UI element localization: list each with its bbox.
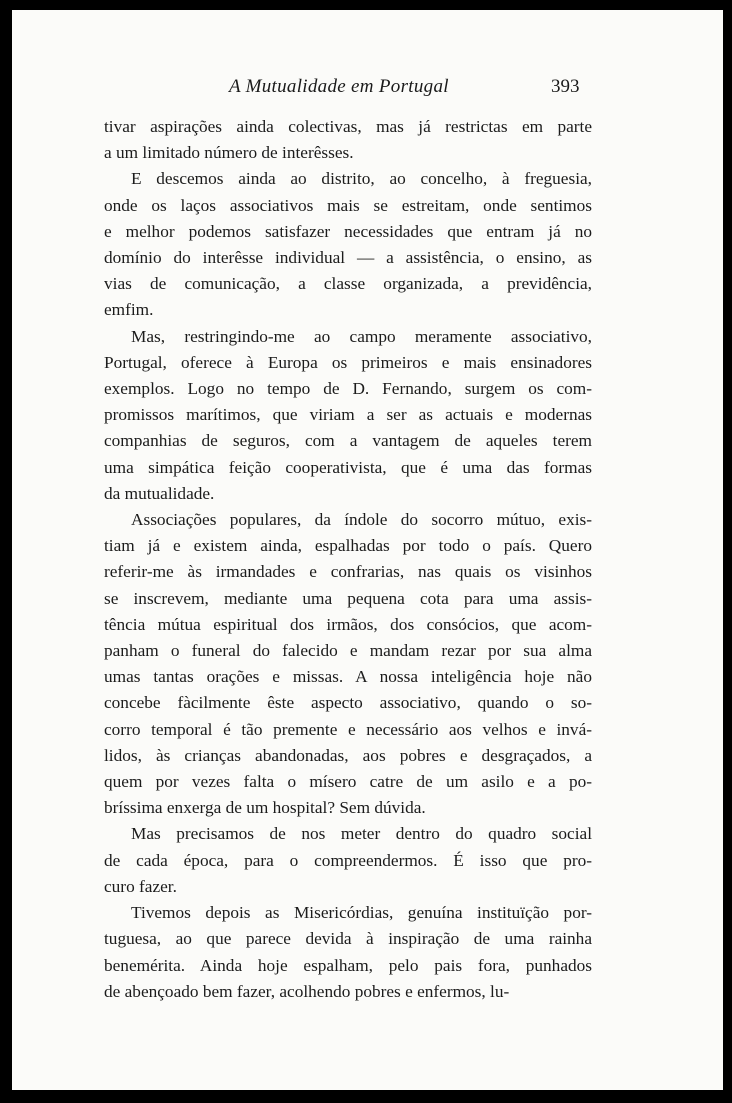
text-line: tiam já e existem ainda, espalhadas por todo o país. Quero xyxy=(104,536,592,556)
text-line: companhias de seguros, com a vantagem de aqueles terem xyxy=(104,431,592,451)
text-line: benemérita. Ainda hoje espalham, pelo pais fora, punhados xyxy=(104,955,592,975)
text-line: Tivemos depois as Misericórdias, genuína instituïção por- xyxy=(131,903,592,923)
text-line: umas tantas orações e missas. A nossa inteligência hoje não xyxy=(104,667,592,687)
paragraph xyxy=(104,114,592,166)
text-line: onde os laços associativos mais se estreitam, onde sentimos xyxy=(104,195,592,215)
text-line: de abençoado bem fazer, acolhendo pobres e enfermos, lu- xyxy=(104,981,510,1001)
paragraph xyxy=(104,166,592,323)
text-line: se inscrevem, mediante uma pequena cota para uma assis- xyxy=(104,588,592,608)
paragraph xyxy=(104,821,592,900)
paragraph xyxy=(104,900,592,1005)
text-line: da mutualidade. xyxy=(104,483,215,503)
text-line: Portugal, oferece à Europa os primeiros e mais ensinadores xyxy=(104,352,592,372)
text-line: curo fazer. xyxy=(104,876,177,896)
text-line: uma simpática feição cooperativista, que é uma das formas xyxy=(104,457,592,477)
text-line: de cada época, para o compreendermos. É isso que pro- xyxy=(104,850,592,870)
text-line: lidos, às crianças abandonadas, aos pobres e desgraçados, a xyxy=(104,745,592,765)
text-line: tivar aspirações ainda colectivas, mas já restrictas em parte xyxy=(104,117,592,136)
text-line: corro temporal é tão premente e necessário aos velhos e invá- xyxy=(104,719,592,739)
text-line: Mas, restringindo-me ao campo meramente associativo, xyxy=(131,326,592,346)
text-line: a um limitado número de interêsses. xyxy=(104,143,354,163)
paragraph xyxy=(104,324,592,507)
text-line: exemplos. Logo no tempo de D. Fernando, surgem os com- xyxy=(104,379,592,399)
page-number: 393 xyxy=(551,76,580,97)
text-line: emfim. xyxy=(104,300,154,320)
running-title: A Mutualidade em Portugal xyxy=(229,76,449,97)
text-line: Associações populares, da índole do socorro mútuo, exis- xyxy=(131,510,592,530)
body-text xyxy=(104,114,592,1005)
text-line: concebe fàcilmente êste aspecto associativo, quando o so- xyxy=(104,693,592,713)
text-line: e melhor podemos satisfazer necessidades que entram já no xyxy=(104,221,592,241)
book-page xyxy=(12,10,723,1090)
text-line: panham o funeral do falecido e mandam rezar por sua alma xyxy=(104,641,592,661)
text-line: Mas precisamos de nos meter dentro do quadro social xyxy=(131,824,592,844)
text-line: quem por vezes falta o mísero catre de um asilo e a po- xyxy=(104,772,592,792)
text-line: tência mútua espiritual dos irmãos, dos consócios, que acom- xyxy=(104,614,592,634)
text-line: domínio do interêsse individual — a assistência, o ensino, as xyxy=(104,248,592,268)
text-line: tuguesa, ao que parece devida à inspiração de uma rainha xyxy=(104,929,592,949)
text-line: bríssima enxerga de um hospital? Sem dúvida. xyxy=(104,798,426,818)
text-line: promissos marítimos, que viriam a ser as actuais e modernas xyxy=(104,405,592,425)
text-line: E descemos ainda ao distrito, ao concelho, à freguesia, xyxy=(131,169,592,189)
text-line: vias de comunicação, a classe organizada, a previdência, xyxy=(104,274,592,294)
paragraph xyxy=(104,507,592,821)
page-header xyxy=(12,76,723,102)
text-line: referir-me às irmandades e confrarias, nas quais os visinhos xyxy=(104,562,592,582)
